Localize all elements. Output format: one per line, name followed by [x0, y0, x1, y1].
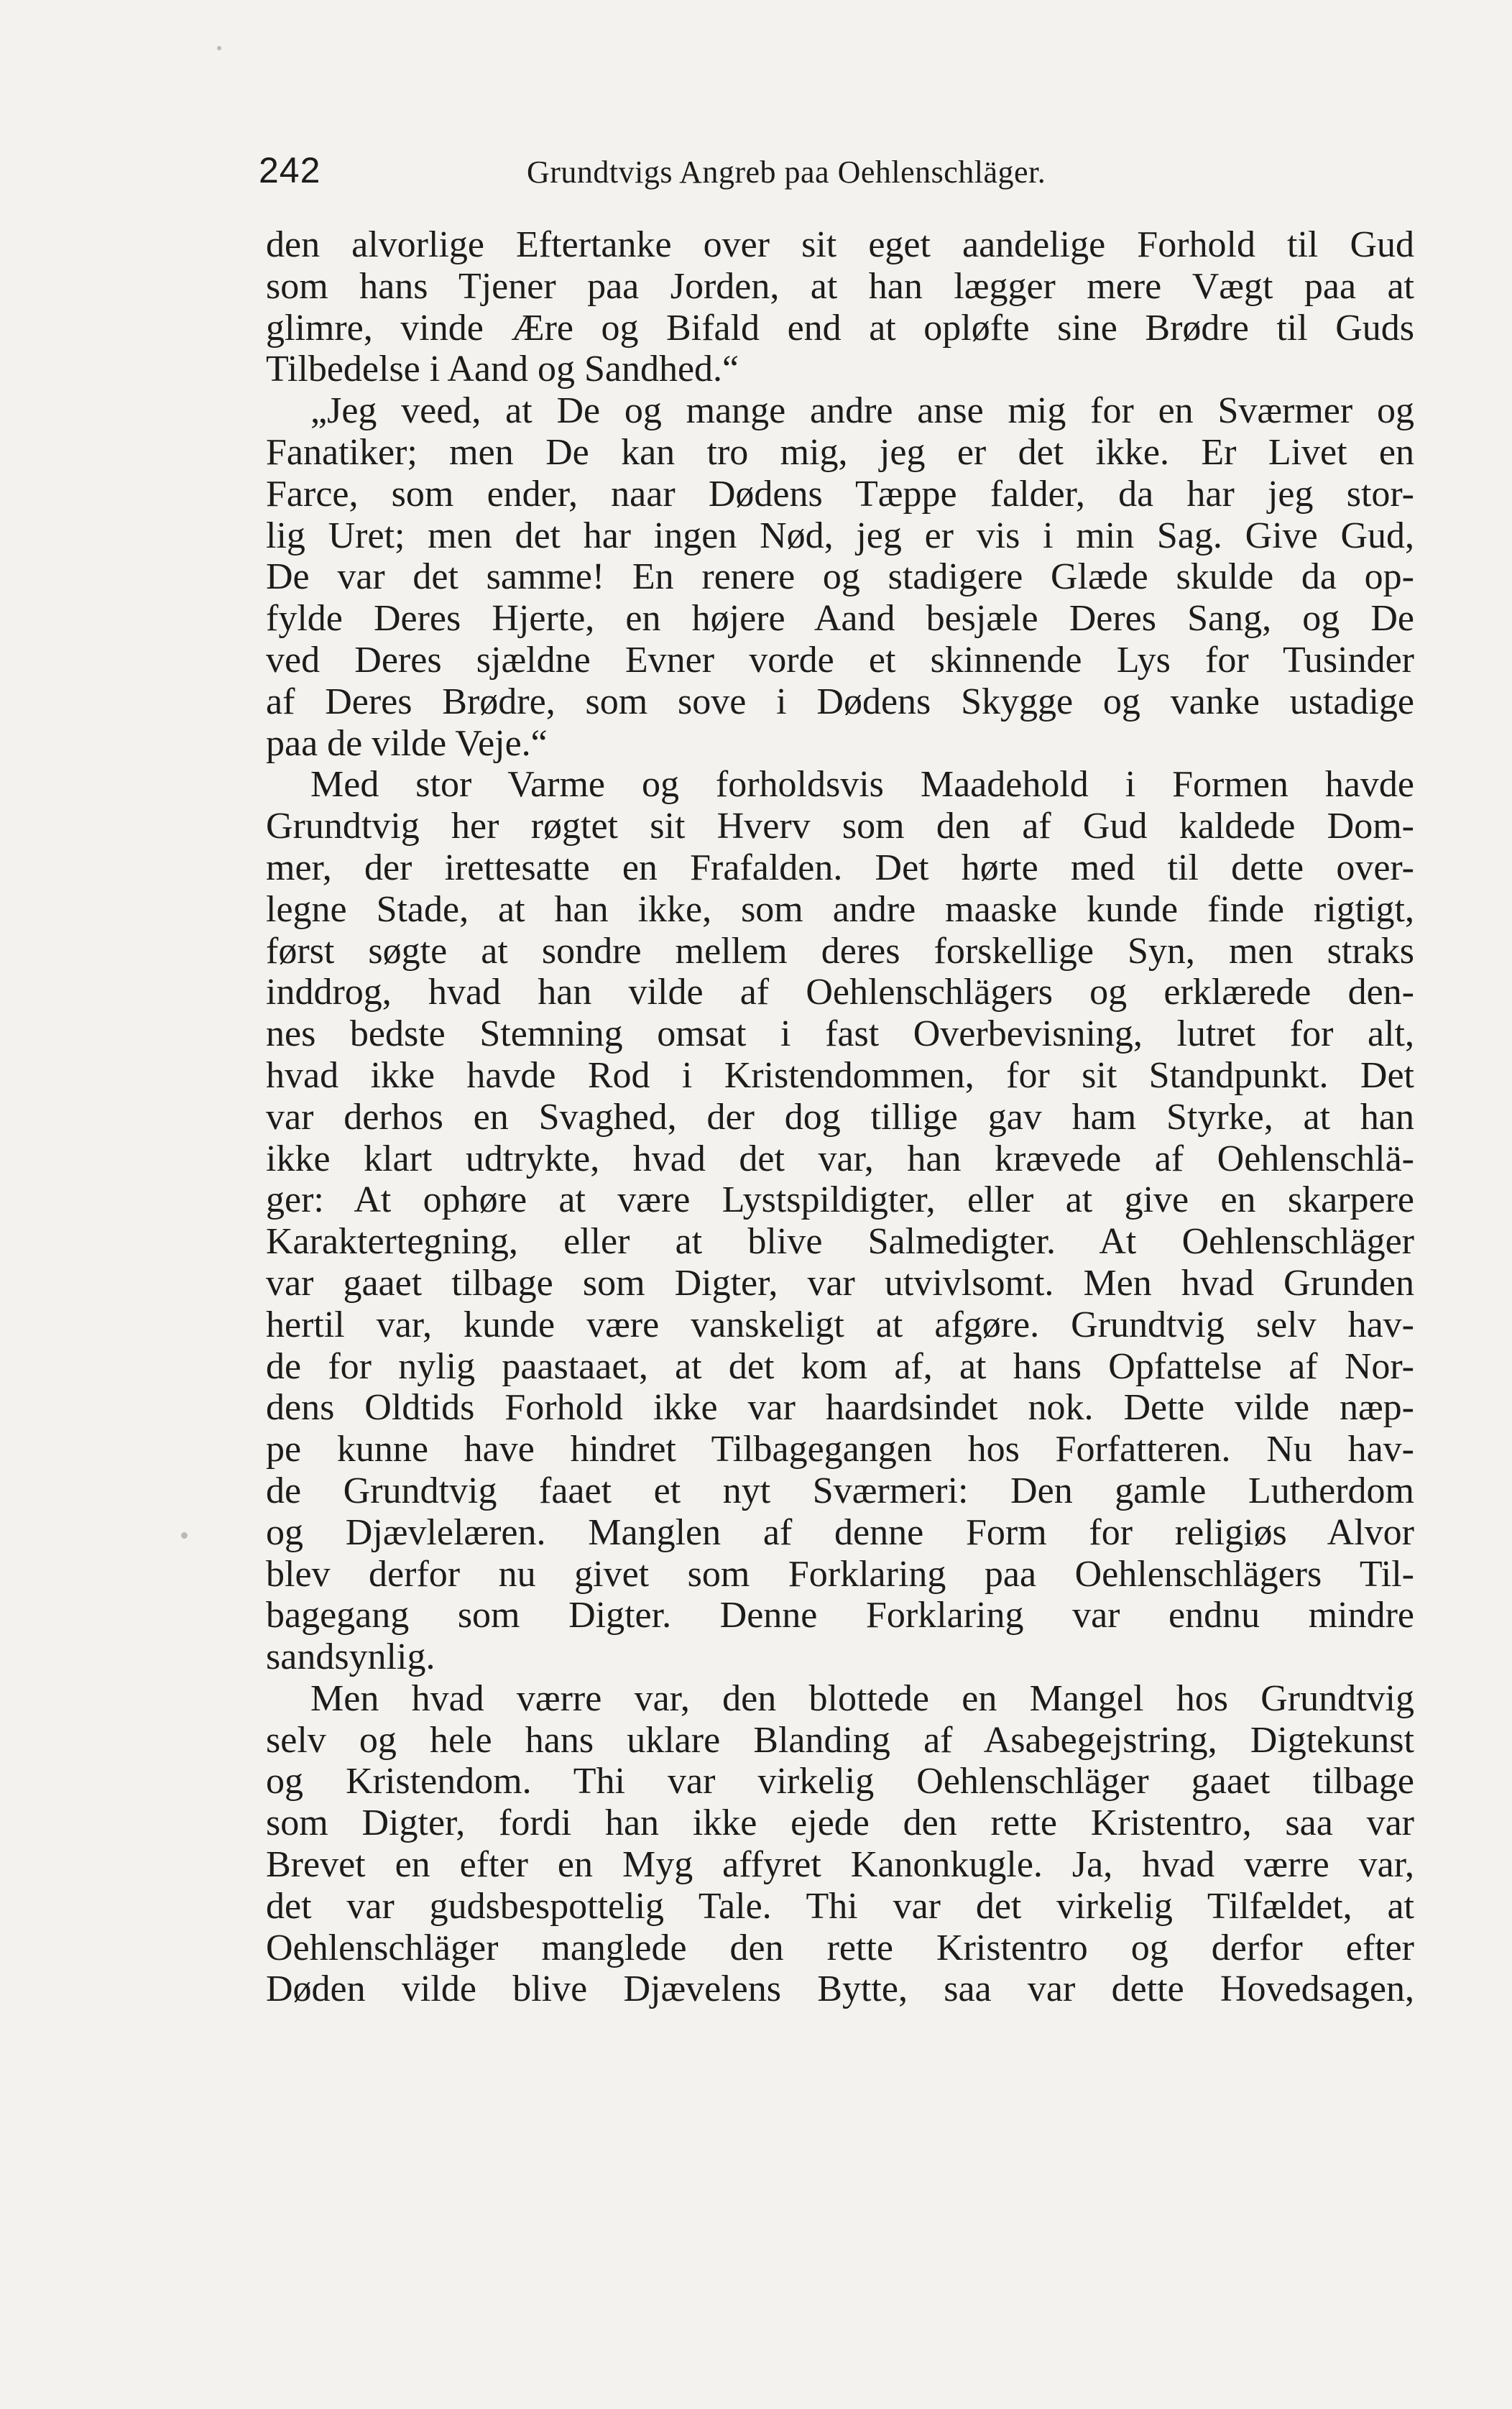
text-line: ikke klart udtrykte, hvad det var, han krævede af Oehlenschlä- — [266, 1138, 1414, 1179]
text-line: lig Uret; men det har ingen Nød, jeg er vis i min Sag. Give Gud, — [266, 515, 1414, 556]
text-line: nes bedste Stemning omsat i fast Overbevisning, lutret for alt, — [266, 1013, 1414, 1055]
text-line: Oehlenschläger manglede den rette Kristentro og derfor efter — [266, 1927, 1414, 1968]
text-line: den alvorlige Eftertanke over sit eget aandelige Forhold til Gud — [266, 224, 1414, 265]
text-line: fylde Deres Hjerte, en højere Aand besjæle Deres Sang, og De — [266, 598, 1414, 640]
text-line: pe kunne have hindret Tilbagegangen hos Forfatteren. Nu hav- — [266, 1429, 1414, 1470]
page-number: 242 — [259, 150, 321, 190]
text-line: de Grundtvig faaet et nyt Sværmeri: Den gamle Lutherdom — [266, 1470, 1414, 1511]
text-line: legne Stade, at han ikke, som andre maaske kunde finde rigtigt, — [266, 888, 1414, 930]
paper-speck — [217, 46, 221, 50]
text-line: bagegang som Digter. Denne Forklaring var endnu mindre — [266, 1595, 1414, 1636]
text-line: inddrog, hvad han vilde af Oehlenschlägers og erklærede den- — [266, 972, 1414, 1013]
text-line: hertil var, kunde være vanskeligt at afgøre. Grundtvig selv hav- — [266, 1304, 1414, 1345]
text-line: hvad ikke havde Rod i Kristendommen, for sit Standpunkt. Det — [266, 1054, 1414, 1096]
text-line: paa de vilde Veje.“ — [266, 722, 548, 764]
text-line: af Deres Brødre, som sove i Dødens Skygge og vanke ustadige — [266, 681, 1414, 722]
text-line: ger: At ophøre at være Lystspildigter, eller at give en skarpere — [266, 1179, 1414, 1221]
text-line: og Kristendom. Thi var virkelig Oehlenschläger gaaet tilbage — [266, 1761, 1414, 1802]
text-line: de for nylig paastaaet, at det kom af, at hans Opfattelse af Nor- — [266, 1345, 1414, 1387]
text-line: „Jeg veed, at De og mange andre anse mig for en Sværmer og — [310, 390, 1414, 432]
text-line: mer, der irettesatte en Frafalden. Det hørte med til dette over- — [266, 847, 1414, 888]
text-line: sandsynlig. — [266, 1636, 435, 1678]
text-line: Brevet en efter en Myg affyret Kanonkugle. Ja, hvad værre var, — [266, 1844, 1414, 1886]
paper-speck — [181, 1532, 188, 1539]
text-line: glimre, vinde Ære og Bifald end at opløfte sine Brødre til Guds — [266, 307, 1414, 349]
text-line: Med stor Varme og forholdsvis Maadehold i Formen havde — [310, 764, 1414, 806]
text-line: som Digter, fordi han ikke ejede den rette Kristentro, saa var — [266, 1802, 1414, 1844]
text-line: Fanatiker; men De kan tro mig, jeg er det ikke. Er Livet en — [266, 431, 1414, 473]
text-line: først søgte at sondre mellem deres forskellige Syn, men straks — [266, 930, 1414, 972]
text-line: selv og hele hans uklare Blanding af Asabegejstring, Digtekunst — [266, 1719, 1414, 1761]
text-line: det var gudsbespottelig Tale. Thi var det virkelig Tilfældet, at — [266, 1885, 1414, 1927]
text-line: Karaktertegning, eller at blive Salmedigter. At Oehlenschläger — [266, 1221, 1414, 1263]
text-line: ved Deres sjældne Evner vorde et skinnende Lys for Tusinder — [266, 639, 1414, 681]
text-line: De var det samme! En renere og stadigere Glæde skulde da op- — [266, 556, 1414, 598]
text-line: Farce, som ender, naar Dødens Tæppe falder, da har jeg stor- — [266, 473, 1414, 515]
text-line: Men hvad værre var, den blottede en Mangel hos Grundtvig — [310, 1677, 1414, 1719]
text-line: Døden vilde blive Djævelens Bytte, saa var dette Hovedsagen, — [266, 1968, 1414, 2010]
text-line: dens Oldtids Forhold ikke var haardsindet nok. Dette vilde næp- — [266, 1387, 1414, 1429]
text-line: var derhos en Svaghed, der dog tillige gav ham Styrke, at han — [266, 1096, 1414, 1138]
text-line: og Djævlelæren. Manglen af denne Form for religiøs Alvor — [266, 1511, 1414, 1553]
running-head: Grundtvigs Angreb paa Oehlenschläger. — [527, 155, 1046, 190]
text-line: Grundtvig her røgtet sit Hverv som den af Gud kaldede Dom- — [266, 806, 1414, 847]
page-header — [259, 149, 1416, 200]
text-line: som hans Tjener paa Jorden, at han lægger mere Vægt paa at — [266, 265, 1414, 307]
text-line: blev derfor nu givet som Forklaring paa Oehlenschlägers Til- — [266, 1553, 1414, 1595]
text-line: var gaaet tilbage som Digter, var utvivlsomt. Men hvad Grunden — [266, 1262, 1414, 1304]
body-text — [266, 224, 1414, 2010]
text-line: Tilbedelse i Aand og Sandhed.“ — [266, 349, 739, 390]
